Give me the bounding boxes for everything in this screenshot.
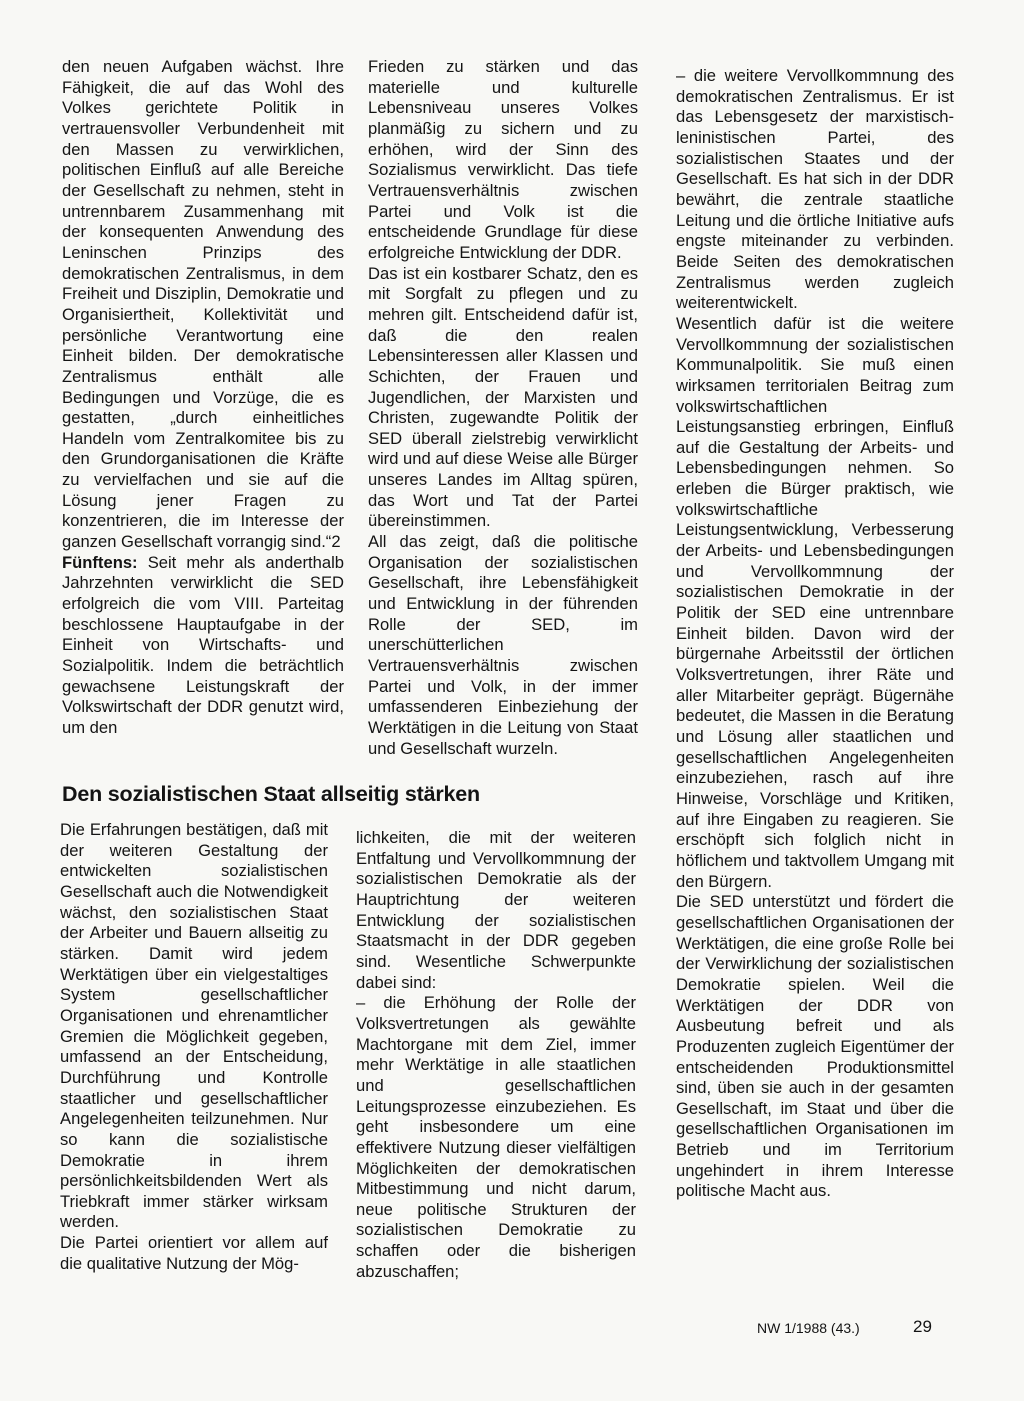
paragraph [62,57,344,553]
issue-reference: NW 1/1988 (43.) [757,1320,860,1336]
section-heading: Den sozialistischen Staat allseitig stärken [62,782,480,806]
paragraph: – die weitere Vervollkommnung des demokratischen Zentralismus. Er ist das Lebensgesetz der marxistisch-leninistischen Partei, des sozialistischen Staates und der Gesellschaft. Es hat sich in der DDR bewährt, die zentrale staatliche Leitung und die örtliche Initiative aufs engste miteinander zu verbinden. Beide Seiten des demokratischen Zentralismus werden zugleich weiterentwickelt. [676,66,954,313]
column-1-bottom [60,820,328,1274]
paragraph: Die SED unterstützt und fördert die gesellschaftlichen Organisationen der Werktätigen, die eine große Rolle bei der Verwirklichung der sozialistischen Demokratie spielen. Weil die Werktätigen der DDR von Ausbeutung befreit und als Produzenten zugleich Eigentümer der entscheidenden Produktionsmittel sind, üben sie auch in der gesamten Gesellschaft, im Staat und über die gesellschaftlichen Organisationen im Betrieb und im Territorium ungehindert in ihrem Interesse politische Macht aus. [676,892,954,1201]
column-1-top [62,57,344,739]
paragraph: Die Erfahrungen bestätigen, daß mit der weiteren Gestaltung der entwickelten sozialistischen Gesellschaft auch die Notwendigkeit wächst, den sozialistischen Staat der Arbeiter und Bauern allseitig zu stärken. Damit wird jedem Werktätigen über ein vielgestaltiges System gesellschaftlicher Organisationen und ehrenamtlicher Gremien die Möglichkeit gegeben, umfassend an der Entscheidung, Durchführung und Kontrolle staatlicher und gesellschaftlicher Angelegenheiten teilzunehmen. Nur so kann die sozialistische Demokratie in ihrem persönlichkeitsbildenden Wert als Triebkraft immer stärker wirksam werden. [60,820,328,1232]
page-number: 29 [913,1317,932,1336]
paragraph: Frieden zu stärken und das materielle und kulturelle Lebensniveau unseres Volkes planmäßig zu sichern und zu erhöhen, wird der Sinn des Sozialismus verwirklicht. Das tiefe Vertrauensverhältnis zwischen Partei und Volk ist die entscheidende Grundlage für diese erfolgreiche Entwicklung der DDR. [368,57,638,262]
column-3 [676,66,954,1202]
paragraph: All das zeigt, daß die politische Organisation der sozialistischen Gesellschaft, ihre Lebensfähigkeit und Entwicklung in der führenden Rolle der SED, im unerschütterlichen Vertrauensverhältnis zwischen Partei und Volk, in der immer umfassenderen Einbeziehung der Werktätigen in die Leitung von Staat und Gesellschaft wurzeln. [368,532,638,758]
column-2-bottom [356,828,636,1282]
paragraph: Wesentlich dafür ist die weitere Vervollkommnung der sozialistischen Kommunalpolitik. Sie muß einen wirksamen territorialen Beitrag zum volkswirtschaftlichen Leistungsanstieg erbringen, Einfluß auf die Gestaltung der Arbeits- und Lebensbedingungen nehmen. So erleben die Bürger praktisch, wie volkswirtschaftliche Leistungsentwicklung, Verbesserung der Arbeits- und Lebensbedingungen und Vervollkommnung der sozialistischen Demokratie in der Politik der SED eine untrennbare Einheit bilden. Davon wird der bürgernahe Arbeitsstil der örtlichen Volksvertretungen, ihrer Räte und aller Mitarbeiter geprägt. Bügernähe bedeutet, die Massen in die Beratung und Lösung aller staatlichen und gesellschaftlichen Angelegenheiten einzubeziehen, rasch auf ihre Hinweise, Vorschläge und Kritiken, auf ihre Eingaben zu reagieren. Sie erschöpft sich folglich nicht in höflichem und taktvollem Umgang mit den Bürgern. [676,313,954,891]
paragraph: Die Partei orientiert vor allem auf die qualitative Nutzung der Mög- [60,1233,328,1273]
paragraph-text: den neuen Aufgaben wächst. Ihre Fähigkeit, die auf das Wohl des Volkes gerichtete Politik in vertrauensvoller Verbundenheit mit den Massen zu verwirklichen, politischen Einfluß auf alle Bereiche der Gesellschaft zu nehmen, steht in untrennbarem Zusammenhang mit der konsequenten Anwendung des Leninschen Prinzips des demokratischen Zentralismus, in dem Freiheit und Disziplin, Demokratie und Organisiertheit, Kollektivität und persönliche Verantwortung eine Einheit bilden. Der demokratische Zentralismus enthält alle Bedingungen und Vorzüge, die es gestatten, „durch einheitliches Handeln vom Zentralkomitee bis zu den Grundorganisationen die Kräfte zu vervielfachen und sie auf die Lösung jener Fragen zu konzentrieren, die im Interesse der ganzen Gesellschaft vorrangig sind.“2 [62,57,344,552]
paragraph: lichkeiten, die mit der weiteren Entfaltung und Vervollkommnung der sozialistischen Demokratie als der Hauptrichtung der weiteren Entwicklung der sozialistischen Staatsmacht in der DDR gegeben sind. Wesentliche Schwerpunkte dabei sind: [356,828,636,992]
paragraph: Das ist ein kostbarer Schatz, den es mit Sorgfalt zu pflegen und zu mehren gilt. Entscheidend dafür ist, daß die den realen Lebensinteressen aller Klassen und Schichten, der Frauen und Jugendlichen, der Marxisten und Christen, zugewandte Politik der SED überall zielstrebig verwirklicht wird und auf diese Weise alle Bürger unseres Landes im Alltag spüren, das Wort und Tat der Partei übereinstimmen. [368,263,638,531]
paragraph: – die Erhöhung der Rolle der Volksvertretungen als gewählte Machtorgane mit dem Ziel, immer mehr Werktätige in alle staatlichen und gesellschaftlichen Leitungsprozesse einzubeziehen. Es geht insbesondere um eine effektivere Nutzung dieser vielfältigen Möglichkeiten der demokratischen Mitbestimmung und nicht darum, neue politische Strukturen der sozialistischen Demokratie zu schaffen oder die bisherigen abzuschaffen; [356,993,636,1281]
paragraph-text: Seit mehr als anderthalb Jahrzehnten verwirklicht die SED erfolgreich die vom VIII. Parteitag beschlossene Hauptaufgabe in der Einheit von Wirtschafts- und Sozialpolitik. Indem die beträchtlich gewachsene Leistungskraft der Volkswirtschaft der DDR genutzt wird, um den [62,552,344,737]
paragraph [62,553,344,739]
bold-lead: Fünftens: [62,552,138,572]
column-2-top [368,57,638,759]
